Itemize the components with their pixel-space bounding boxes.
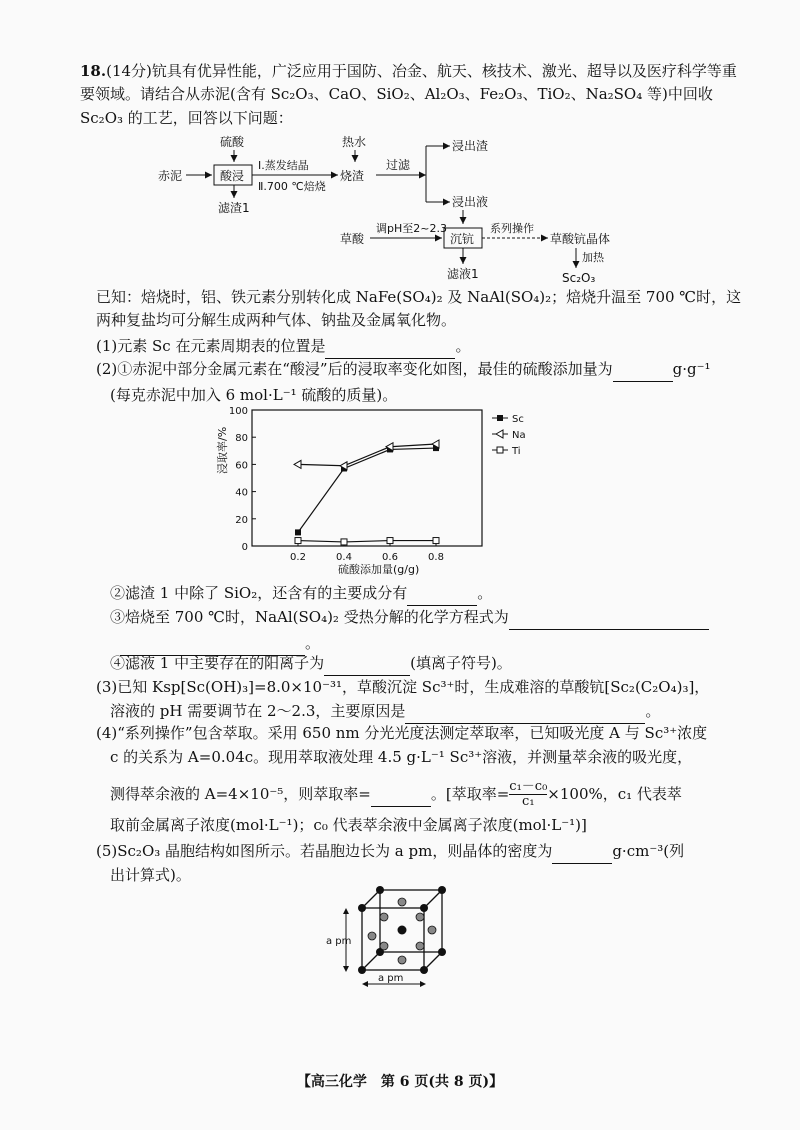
flow-filter-residue-top: 滤渣1 bbox=[218, 201, 250, 215]
flow-residue-leach: 浸出渣 bbox=[452, 139, 489, 153]
y-tick-label: 0 bbox=[241, 542, 248, 553]
data-point-sc bbox=[295, 529, 301, 535]
part-4-d: 取前金属离子浓度(mol·L⁻¹)；c₀ 代表萃余液中金属离子浓度(mol·L⁻¹)] bbox=[110, 816, 587, 834]
extraction-fraction bbox=[509, 780, 547, 810]
fraction-denominator: c₁ bbox=[522, 794, 535, 810]
flow-feed: 赤泥 bbox=[158, 169, 183, 183]
flow-reagent-acid: 硫酸 bbox=[220, 135, 245, 149]
answer-blank-1[interactable] bbox=[325, 335, 455, 359]
flow-final-product: Sc₂O₃ bbox=[562, 271, 596, 284]
part-5-b: 出计算式)。 bbox=[110, 866, 191, 884]
answer-blank-5[interactable] bbox=[552, 840, 612, 864]
crystal-cell-diagram bbox=[326, 884, 466, 992]
part-5-a bbox=[96, 840, 746, 864]
intro-text: (14分)钪具有优异性能，广泛应用于国防、冶金、航天、核技术、激光、超导以及医疗科学等重要领域。请结合从赤泥(含有 Sc₂O₃、CaO、SiO₂、Al₂O₃、Fe₂O₃、TiO₂、Na₂SO₄ 等)中回收 Sc₂O₃ 的工艺，回答以下问题： bbox=[80, 62, 737, 127]
part-2-2-text: ②滤渣 1 中除了 SiO₂，还含有的主要成分有 bbox=[110, 584, 408, 602]
answer-blank-4[interactable] bbox=[371, 783, 431, 807]
answer-blank-2-1[interactable] bbox=[613, 358, 673, 382]
part-2-2-end: 。 bbox=[477, 584, 493, 602]
y-tick-label: 20 bbox=[235, 514, 248, 526]
flow-step-precip: 沉钪 bbox=[450, 232, 475, 246]
answer-blank-2-3a[interactable] bbox=[509, 606, 709, 630]
process-flowchart bbox=[150, 132, 760, 284]
part-4-a: (4)“系列操作”包含萃取。采用 650 nm 分光光度法测定萃取率，已知吸光度 A 与 Sc³⁺浓度 bbox=[96, 724, 708, 742]
chart-ylabel: 浸取率/% bbox=[216, 426, 229, 474]
legend-label: Sc bbox=[512, 414, 524, 425]
series-ti bbox=[295, 538, 439, 545]
answer-blank-2-2[interactable] bbox=[407, 582, 477, 606]
part-3-end: 。 bbox=[645, 702, 661, 720]
part-3-b bbox=[110, 700, 740, 724]
x-tick-label: 0.2 bbox=[290, 552, 306, 563]
y-tick-label: 80 bbox=[235, 433, 248, 445]
question-number: 18. bbox=[80, 62, 107, 80]
crystal-side-label: a pm bbox=[326, 936, 352, 947]
flow-hot-water: 热水 bbox=[342, 135, 367, 149]
chart-xlabel: 硫酸添加量(g/g) bbox=[338, 563, 420, 576]
part-5-a-text: (5)Sc₂O₃ 晶胞结构如图所示。若晶胞边长为 a pm，则晶体的密度为 bbox=[96, 842, 553, 860]
x-tick-label: 0.8 bbox=[428, 552, 444, 563]
flow-condition1: Ⅰ.蒸发结晶 bbox=[258, 159, 309, 172]
legend-marker bbox=[497, 415, 503, 421]
legend-marker bbox=[497, 447, 503, 453]
part-3-b-text: 溶液的 pH 需要调节在 2～2.3，主要原因是 bbox=[110, 702, 406, 720]
flow-step-acid: 酸浸 bbox=[220, 169, 245, 183]
flow-filter: 过滤 bbox=[386, 158, 411, 172]
flow-product-oxalate: 草酸钪晶体 bbox=[550, 232, 611, 246]
series-line-na bbox=[298, 444, 436, 466]
fraction-numerator: c₁－c₀ bbox=[509, 779, 548, 794]
x-tick-label: 0.4 bbox=[336, 552, 352, 563]
data-point-ti bbox=[387, 538, 393, 544]
part-4-c-mid: 。[萃取率= bbox=[430, 784, 510, 803]
part-2-3-text: ③焙烧至 700 ℃时，NaAl(SO₄)₂ 受热分解的化学方程式为 bbox=[110, 608, 509, 626]
flow-reagent-oxalic: 草酸 bbox=[340, 232, 365, 246]
part-2-4-text: ④滤液 1 中主要存在的阳离子为 bbox=[110, 654, 325, 672]
part-1-text: (1)元素 Sc 在元素周期表的位置是 bbox=[96, 337, 326, 355]
series-line-sc bbox=[298, 448, 436, 532]
flow-adjust-ph: 调pH至2~2.3 bbox=[376, 222, 447, 235]
known-info: 已知：焙烧时，铝、铁元素分别转化成 NaFe(SO₄)₂ 及 NaAl(SO₄)₂；焙烧升温至 700 ℃时，这两种复盐均可分解生成两种气体、钠盐及金属氧化物。 bbox=[96, 288, 742, 330]
crystal-bottom-label: a pm bbox=[378, 973, 404, 984]
part-2-4 bbox=[110, 652, 750, 676]
part-4-b: c 的关系为 A=0.04c。现用萃取液处理 4.5 g·L⁻¹ Sc³⁺溶液，并测量萃余液的吸光度， bbox=[110, 748, 693, 766]
x-tick-label: 0.6 bbox=[382, 552, 398, 563]
answer-blank-2-4[interactable] bbox=[324, 652, 410, 676]
part-2-3-end: 。 bbox=[305, 634, 321, 652]
part-2-1-unit: g·g⁻¹ bbox=[672, 360, 711, 378]
flow-leachate: 浸出液 bbox=[452, 195, 489, 209]
leaching-rate-chart bbox=[212, 404, 582, 576]
part-2-1-text: (2)①赤泥中部分金属元素在“酸浸”后的浸取率变化如图，最佳的硫酸添加量为 bbox=[96, 360, 613, 378]
part-2-1-note: (每克赤泥中加入 6 mol·L⁻¹ 硫酸的质量)。 bbox=[110, 386, 398, 404]
page-footer: 【高三化学 第 6 页(共 8 页)】 bbox=[296, 1074, 504, 1090]
series-sc bbox=[295, 445, 439, 535]
flow-filter-residue-bottom: 滤液1 bbox=[447, 267, 479, 281]
y-tick-label: 40 bbox=[235, 487, 248, 499]
part-2-2 bbox=[110, 582, 750, 606]
part-2-4-end: (填离子符号)。 bbox=[410, 654, 512, 672]
question-intro bbox=[80, 60, 740, 130]
flow-heat: 加热 bbox=[582, 251, 604, 264]
part-5-unit: g·cm⁻³(列 bbox=[612, 842, 685, 860]
legend-label: Ti bbox=[512, 446, 521, 457]
legend-label: Na bbox=[512, 430, 526, 441]
part-4-c bbox=[110, 780, 750, 810]
y-tick-label: 100 bbox=[228, 406, 248, 417]
part-4-c-end: ×100%，c₁ 代表萃 bbox=[547, 784, 682, 803]
part-1 bbox=[96, 335, 736, 359]
flow-residue-roast: 烧渣 bbox=[340, 169, 365, 183]
flow-condition2: Ⅱ.700 ℃焙烧 bbox=[258, 180, 326, 193]
part-4-c-text: 测得萃余液的 A=4×10⁻⁵，则萃取率= bbox=[110, 784, 371, 803]
data-point-ti bbox=[295, 538, 301, 544]
chart-plot-frame bbox=[252, 410, 482, 546]
series-na bbox=[294, 440, 439, 470]
legend-marker bbox=[496, 430, 503, 438]
series-line-ti bbox=[298, 541, 436, 542]
data-point-na bbox=[294, 460, 301, 468]
data-point-ti bbox=[341, 539, 347, 545]
data-point-ti bbox=[433, 538, 439, 544]
part-2-1 bbox=[96, 358, 756, 382]
answer-blank-3[interactable] bbox=[405, 700, 645, 724]
part-1-end: 。 bbox=[455, 337, 471, 355]
part-2-3 bbox=[110, 606, 740, 630]
flow-series-op: 系列操作 bbox=[490, 222, 534, 235]
part-3-a: (3)已知 Ksp[Sc(OH)₃]=8.0×10⁻³¹，草酸沉淀 Sc³⁺时，生成难溶的草酸钪[Sc₂(C₂O₄)₃]， bbox=[96, 678, 710, 696]
y-tick-label: 60 bbox=[235, 460, 248, 472]
